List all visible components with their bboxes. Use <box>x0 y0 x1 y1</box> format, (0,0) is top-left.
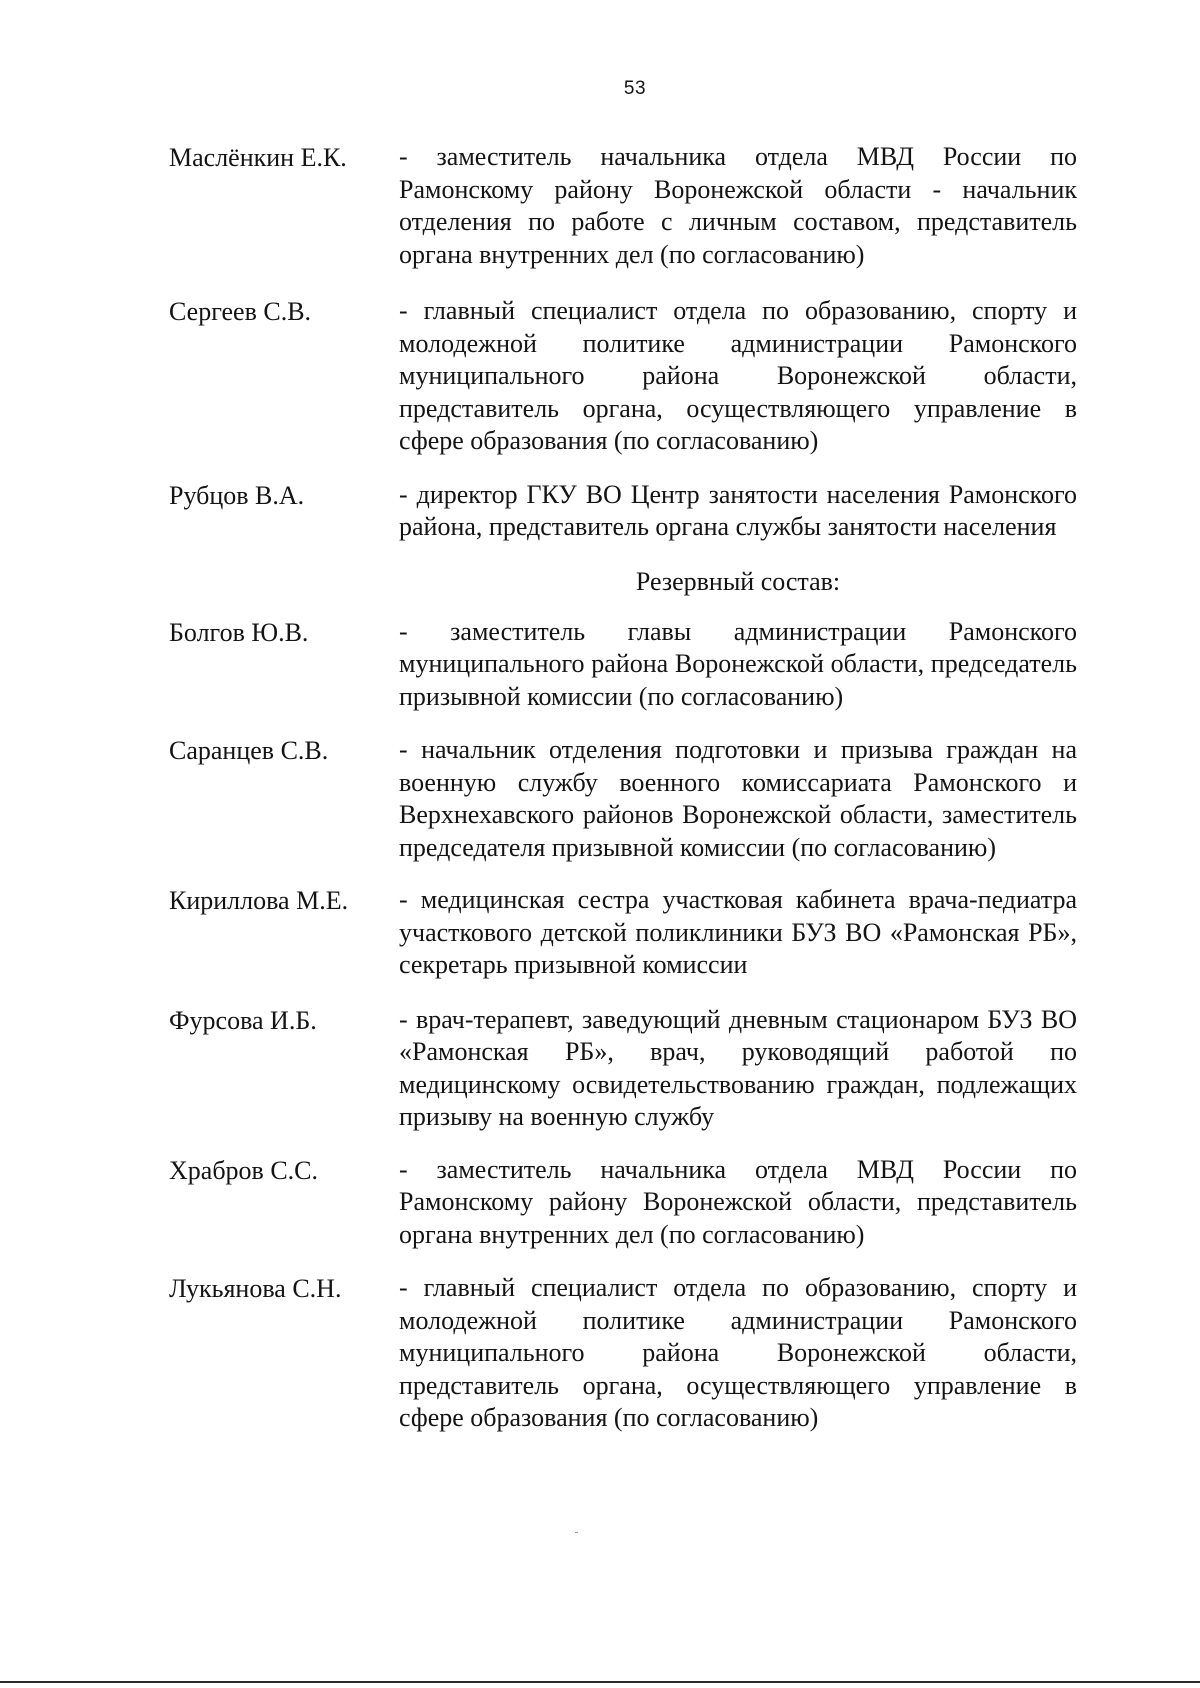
member-name: Рубцов В.А. <box>169 480 305 510</box>
reserve-member-row <box>169 884 1077 982</box>
member-name: Лукьянова С.Н. <box>169 1274 342 1303</box>
member-row <box>169 479 1077 544</box>
reserve-member-row <box>169 1004 1077 1134</box>
reserve-member-row <box>169 1272 1077 1435</box>
member-name: Саранцев С.В. <box>169 736 329 765</box>
scan-speck <box>575 1532 578 1533</box>
member-description: - главный специалист отдела по образованию, спорту и молодежной политике администрации Рамонского муниципального района Воронежской области, представитель органа, осуществляющего управление в сфере образования (по согласованию) <box>399 296 1077 455</box>
page-bottom-edge <box>0 1681 1200 1683</box>
page-number: 53 <box>623 78 647 99</box>
member-description: - главный специалист отдела по образованию, спорту и молодежной политике администрации Рамонского муниципального района Воронежской области, представитель органа, осуществляющего управление в сфере образования (по согласованию) <box>399 1273 1077 1432</box>
member-name: Храбров С.С. <box>169 1155 319 1185</box>
member-name: Фурсова И.Б. <box>169 1005 317 1035</box>
commission-list <box>169 141 1077 1435</box>
member-name: Болгов Ю.В. <box>169 617 309 647</box>
member-name: Кириллова М.Е. <box>169 886 349 915</box>
member-description: - медицинская сестра участковая кабинета врача-педиатра участкового детской поликлиники БУЗ ВО «Рамонская РБ», секретарь призывной комиссии <box>399 885 1077 979</box>
member-description: - заместитель начальника отдела МВД России по Рамонскому району Воронежской области, представитель органа внутренних дел (по согласованию) <box>399 1154 1077 1249</box>
member-description: - директор ГКУ ВО Центр занятости населения Рамонского района, представитель органа службы занятости населения <box>399 479 1077 541</box>
reserve-member-row <box>169 734 1077 864</box>
member-description: - врач-терапевт, заведующий дневным стационаром БУЗ ВО «Рамонская РБ», врач, руководящий работой по медицинскому освидетельствованию граждан, подлежащих призыву на военную службу <box>399 1004 1077 1131</box>
member-description: - заместитель главы администрации Рамонского муниципального района Воронежской области, председатель призывной комиссии (по согласованию) <box>399 616 1077 711</box>
reserve-member-row <box>169 1154 1077 1252</box>
member-description: - заместитель начальника отдела МВД России по Рамонскому району Воронежской области - начальник отделения по работе с личным составом, представитель органа внутренних дел (по согласованию) <box>399 142 1077 269</box>
member-row <box>169 295 1077 458</box>
member-description: - начальник отделения подготовки и призыва граждан на военную службу военного комиссариата Рамонского и Верхнехавского районов Воронежской области, заместитель председателя призывной комиссии (по согласованию) <box>399 735 1077 862</box>
member-name: Маслёнкин Е.К. <box>169 143 347 172</box>
reserve-section-title: Резервный состав: <box>635 566 841 596</box>
member-name: Сергеев С.В. <box>169 297 312 326</box>
member-row <box>169 141 1077 271</box>
reserve-member-row <box>169 616 1077 714</box>
